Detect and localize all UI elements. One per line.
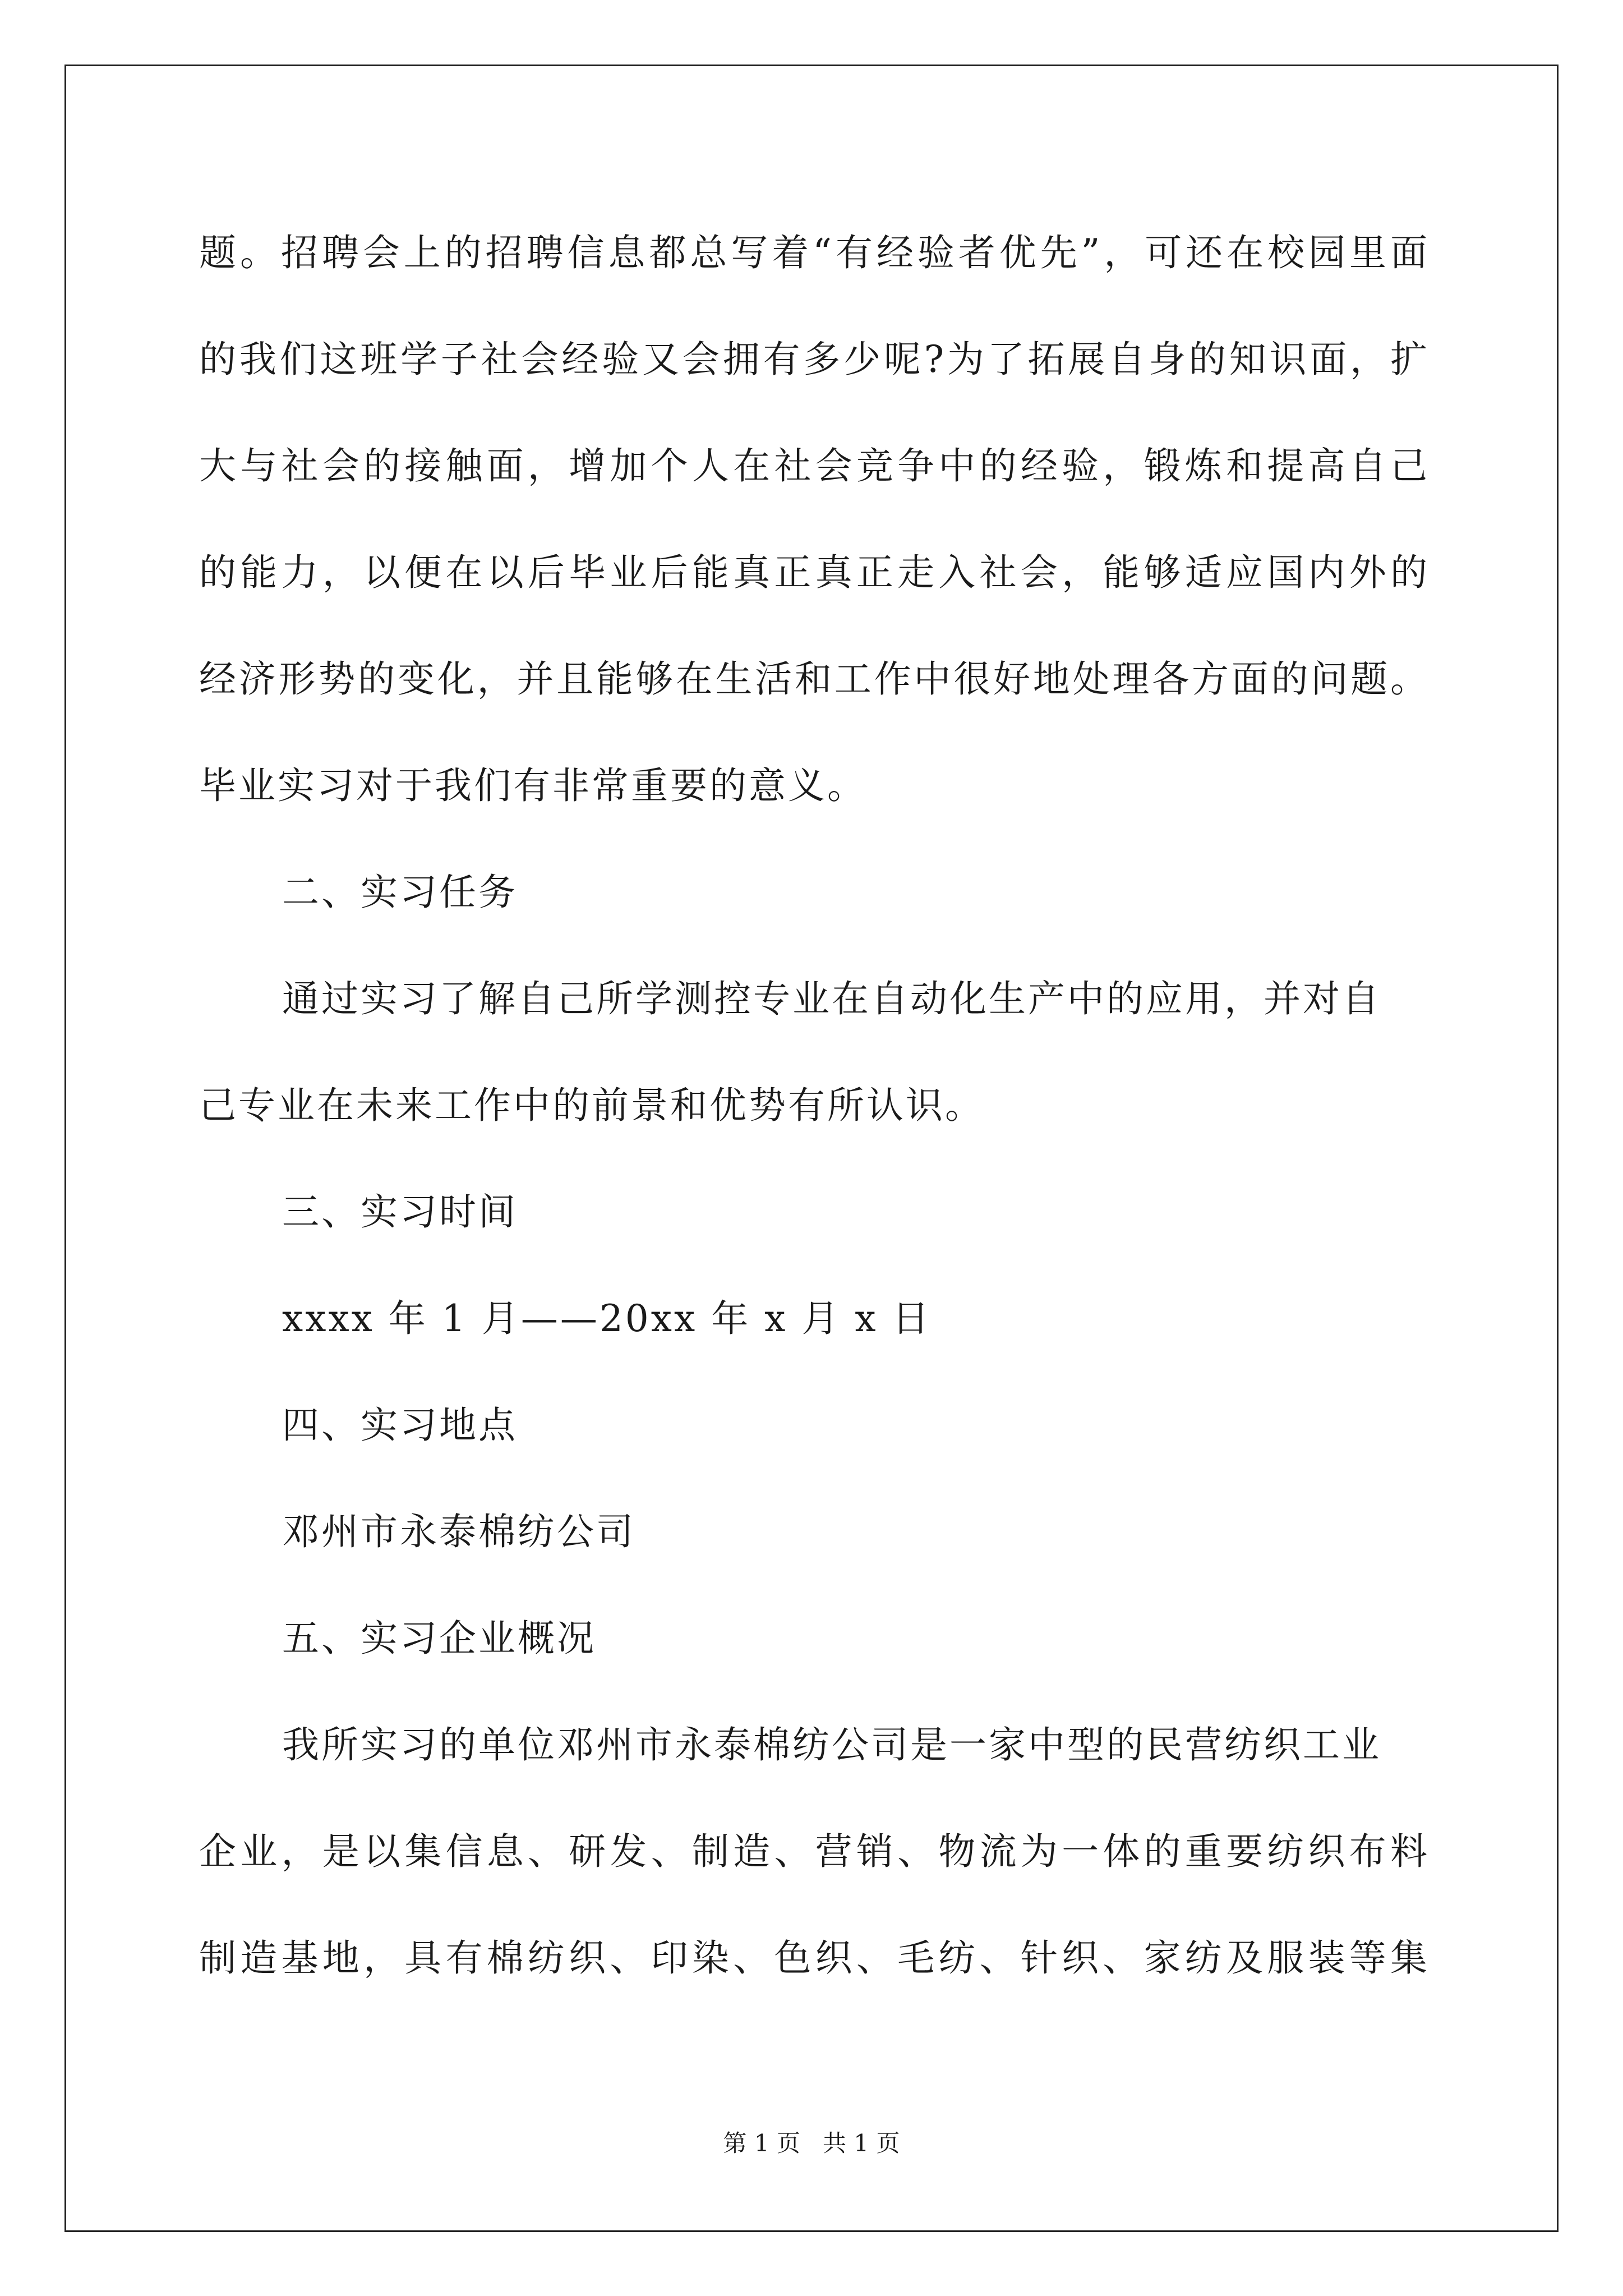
body-text-line: 通过实习了解自己所学测控专业在自动化生产中的应用，并对自 bbox=[282, 977, 1381, 1020]
body-text-line: 企业，是以集信息、研发、制造、营销、物流为一体的重要纺织布料 bbox=[199, 1830, 1427, 1873]
section-heading: 四、实习地点 bbox=[282, 1404, 518, 1447]
section-heading: 五、实习企业概况 bbox=[282, 1617, 596, 1660]
document-body bbox=[199, 211, 1427, 2023]
body-text-line: 经济形势的变化，并且能够在生活和工作中很好地处理各方面的问题。 bbox=[199, 657, 1427, 701]
body-text-line: 的能力，以便在以后毕业后能真正真正走入社会，能够适应国内外的 bbox=[199, 551, 1427, 594]
body-text-line: xxxx 年 1 月——20xx 年 x 月 x 日 bbox=[282, 1297, 932, 1340]
body-text-line: 大与社会的接触面，增加个人在社会竞争中的经验，锻炼和提高自己 bbox=[199, 444, 1427, 487]
body-text-line: 题。招聘会上的招聘信息都总写着“有经验者优先”，可还在校园里面 bbox=[199, 231, 1427, 274]
body-text-line: 制造基地，具有棉纺织、印染、色织、毛纺、针织、家纺及服装等集 bbox=[199, 1936, 1427, 1980]
body-text-line: 己专业在未来工作中的前景和优势有所认识。 bbox=[199, 1084, 984, 1127]
page-footer: 第 1 页 共 1 页 bbox=[723, 2129, 900, 2157]
section-heading: 二、实习任务 bbox=[282, 871, 518, 914]
body-text-line: 邓州市永泰棉纺公司 bbox=[282, 1510, 635, 1553]
body-text-line: 的我们这班学子社会经验又会拥有多少呢?为了拓展自身的知识面，扩 bbox=[199, 338, 1427, 381]
body-text-line: 我所实习的单位邓州市永泰棉纺公司是一家中型的民营纺织工业 bbox=[282, 1723, 1381, 1766]
body-text-line: 毕业实习对于我们有非常重要的意义。 bbox=[199, 764, 866, 807]
section-heading: 三、实习时间 bbox=[282, 1190, 518, 1234]
